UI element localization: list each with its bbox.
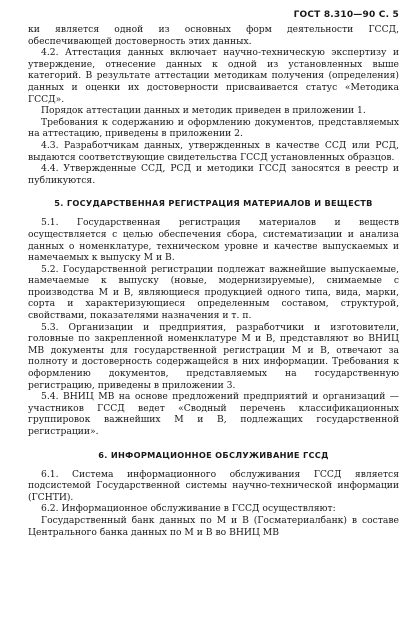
paragraph: 6.1. Система информационного обслуживания ГССД является подсистемой Государственной системы научно-технической информации (ГСНТИ).	[28, 468, 399, 503]
section-heading: 6. ИНФОРМАЦИОННОЕ ОБСЛУЖИВАНИЕ ГССД	[98, 449, 329, 460]
paragraph: 5.4. ВНИЦ МВ на основе предложений предприятий и организаций — участников ГССД ведет «Сводный перечень классификационных группировок важнейших М и В, подлежащих государственной регистрации».	[28, 391, 399, 437]
paragraph: ки является одной из основных форм деятельности ГССД, обеспечивающей достоверность этих данных.	[28, 24, 399, 47]
paragraph: 5.1. Государственная регистрация материалов и веществ осуществляется с целью обеспечения сбора, систематизации и анализа данных о номенклатуре, техническом уровне и качестве выпускаемых и намечаемых к выпуску М и В.	[28, 217, 399, 264]
paragraph: 5.3. Организации и предприятия, разработчики и изготовители, головные по закрепленной номенклатуре М и В, представляют во ВНИЦ МВ документы для государственной регистрации М и В, отвечают за полноту и достоверность содержащейся в них информации. Требования к оформлению документов, представляемых на государственную регистрацию, приведены в приложении 3.	[28, 321, 399, 391]
document-body	[28, 24, 399, 538]
paragraph: 4.4. Утвержденные ССД, РСД и методики ГССД заносятся в реестр и публикуются.	[28, 163, 399, 186]
paragraph: Порядок аттестации данных и методик приведен в приложении 1.	[41, 105, 366, 117]
paragraph: 4.3. Разработчикам данных, утвержденных в качестве ССД или РСД, выдаются соответствующие свидетельства ГССД установленных образцов.	[28, 139, 399, 163]
paragraph: Требования к содержанию и оформлению документов, представляемых на аттестацию, приведены в приложении 2.	[28, 116, 399, 140]
paragraph: Государственный банк данных по М и В (Госматериалбанк) в составе Центрального банка данных по М и В во ВНИЦ МВ	[28, 514, 399, 538]
paragraph: 6.2. Информационное обслуживание в ГССД осуществляют:	[41, 503, 336, 515]
section-heading: 5. ГОСУДАРСТВЕННАЯ РЕГИСТРАЦИЯ МАТЕРИАЛОВ И ВЕЩЕСТВ	[54, 198, 373, 209]
paragraph: 5.2. Государственной регистрации подлежат важнейшие выпускаемые, намечаемые к выпуску (новые, модернизируемые), снимаемые с производства М и В, являющиеся продукцией одного типа, вида, марки, сорта и характеризующиеся определенным составом, структурой, свойствами, показателями назначения и т. п.	[28, 263, 399, 322]
paragraph: 4.2. Аттестация данных включает научно-техническую экспертизу и утверждение, отнесение данных к одной из установленных выше категорий. В результате аттестации методикам получения (определения) данных и оценки их достоверности присваивается статус «Методика ГССД».	[28, 47, 399, 105]
page-header: ГОСТ 8.310—90 С. 5	[293, 10, 399, 20]
